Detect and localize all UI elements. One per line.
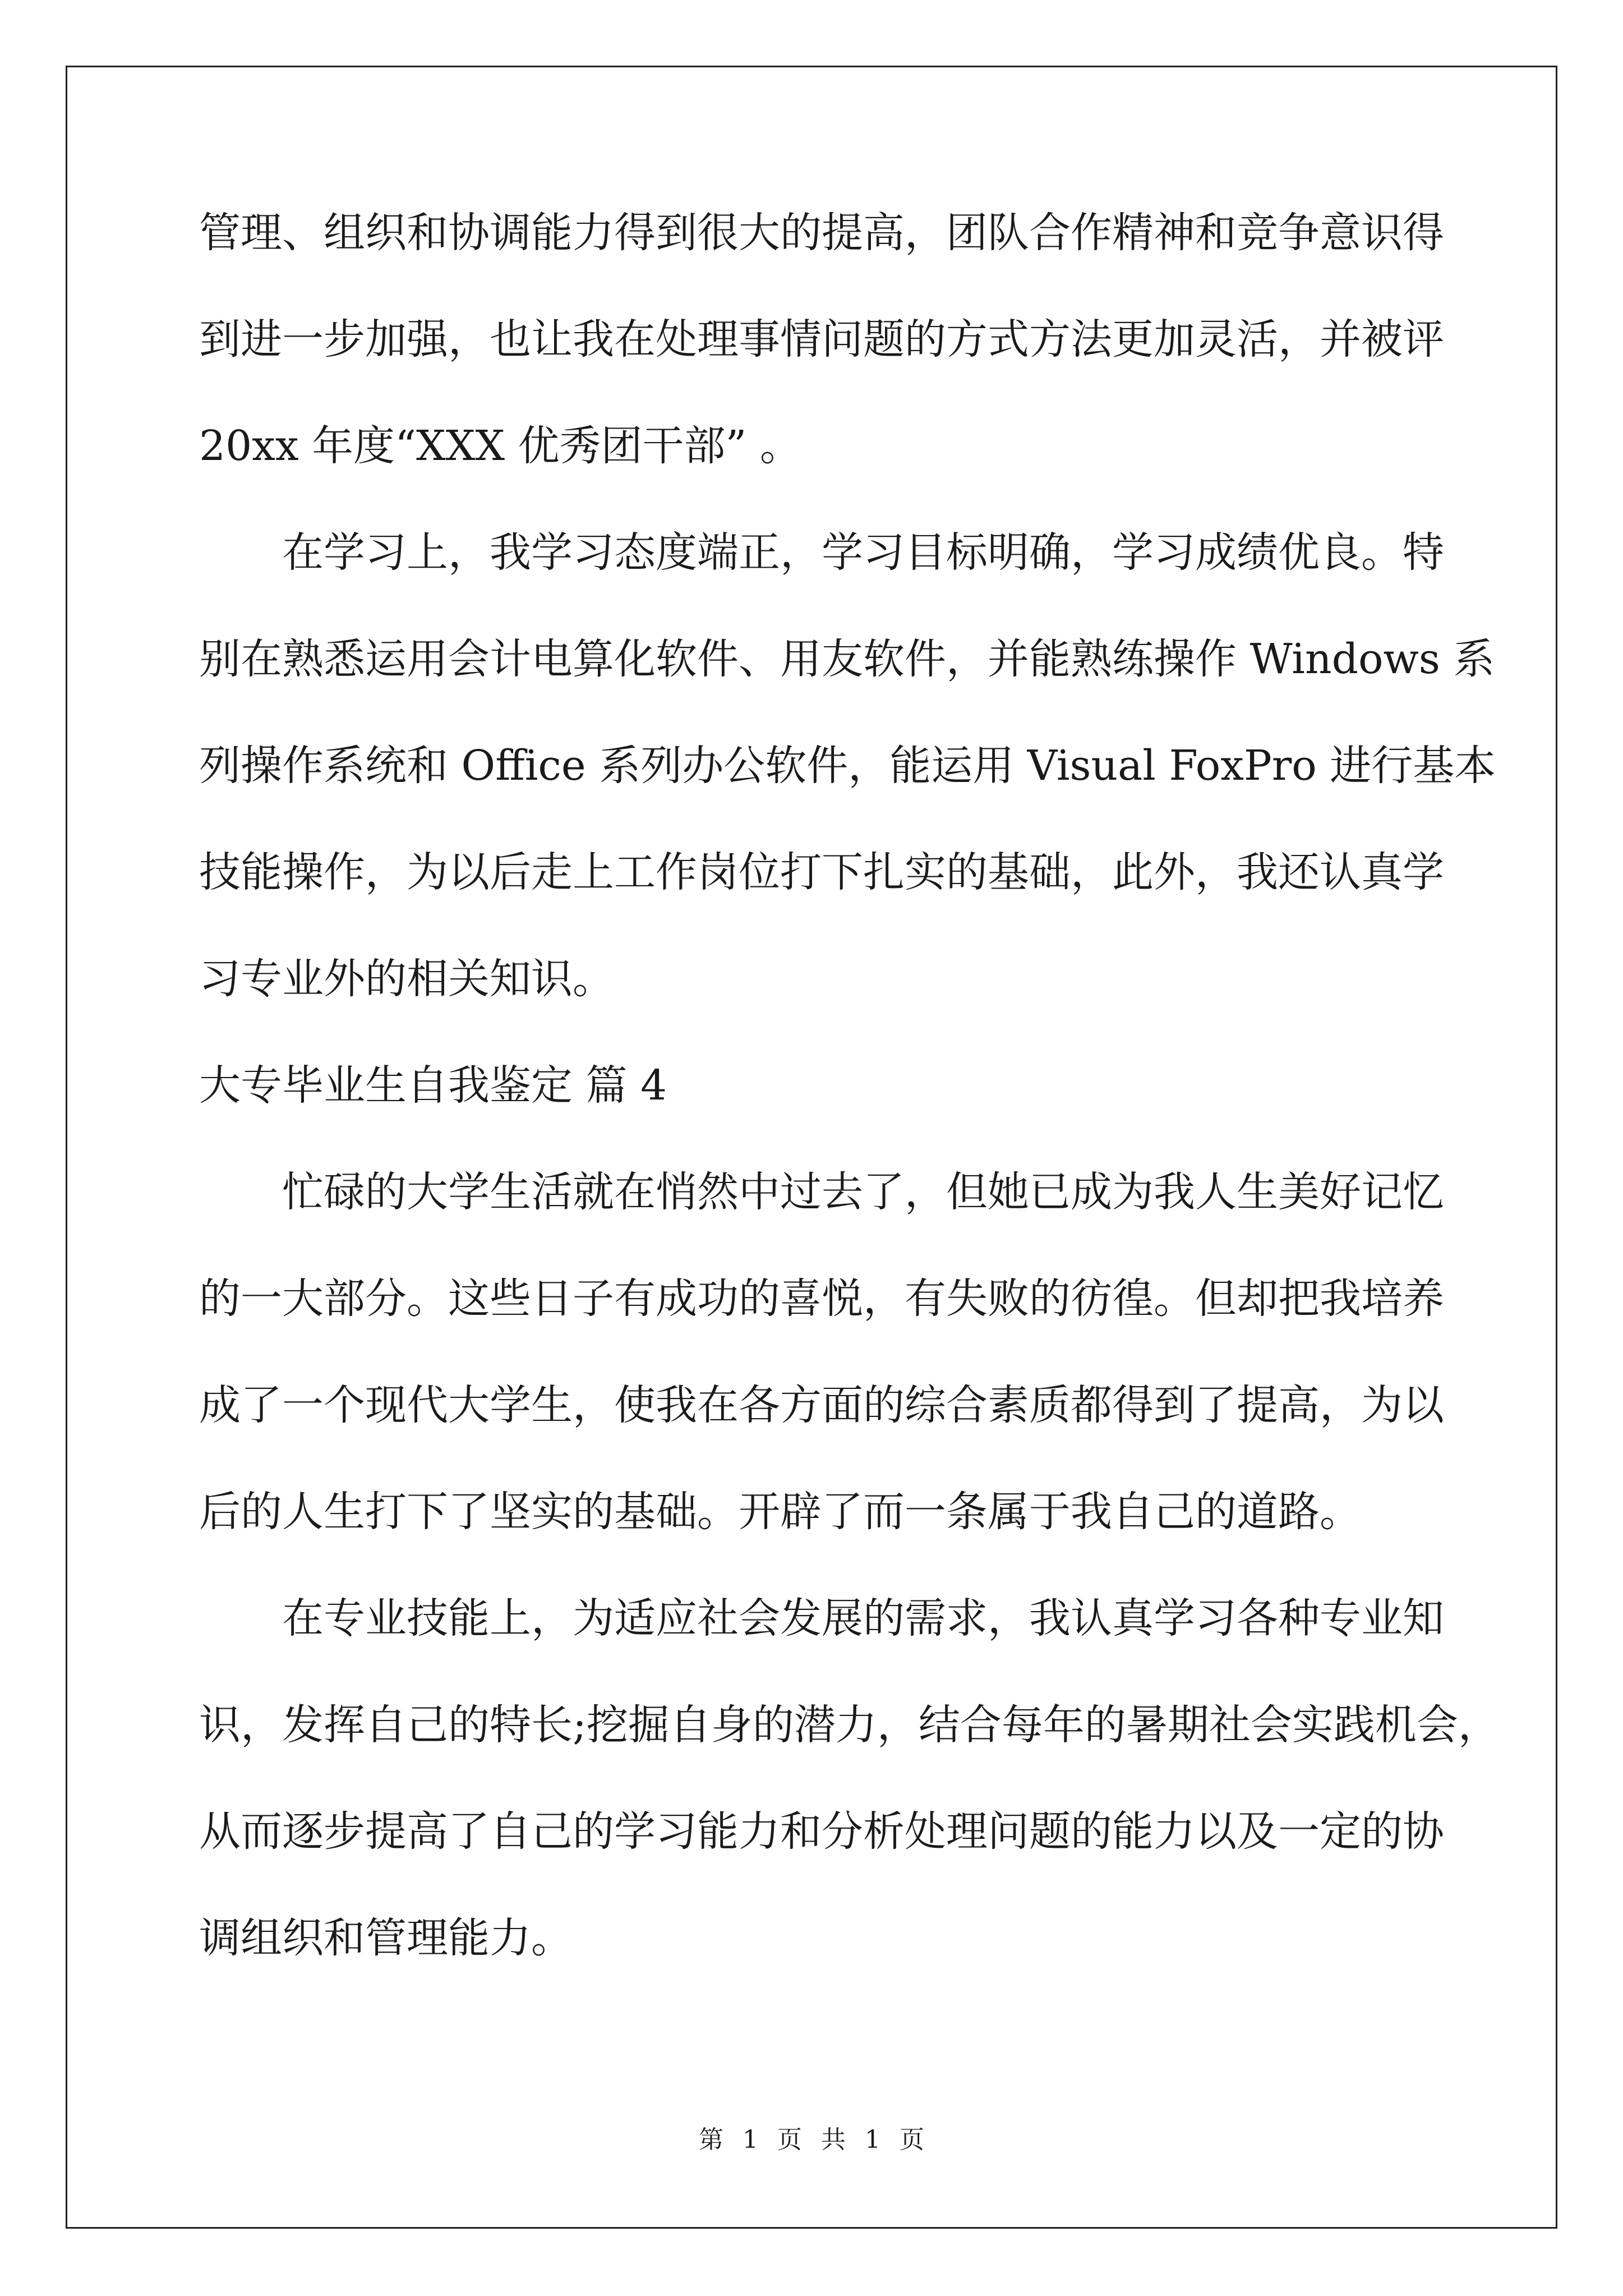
section-heading: 大专毕业生自我鉴定 篇 4 xyxy=(199,1061,667,1110)
page-border xyxy=(66,66,1557,2229)
body-line: 调组织和管理能力。 xyxy=(199,1914,573,1962)
body-line: 忙碌的大学生活就在悄然中过去了，但她已成为我人生美好记忆 xyxy=(282,1168,1444,1216)
body-line: 的一大部分。这些日子有成功的喜悦，有失败的彷徨。但却把我培养 xyxy=(199,1274,1444,1323)
body-line: 习专业外的相关知识。 xyxy=(199,955,614,1003)
body-line: 识，发挥自己的特长;挖掘自身的潜力，结合每年的暑期社会实践机会， xyxy=(199,1701,1500,1749)
body-line: 到进一步加强，也让我在处理事情问题的方式方法更加灵活，并被评 xyxy=(199,315,1444,364)
body-line: 20xx 年度“XXX 优秀团干部” 。 xyxy=(199,422,801,470)
body-line: 从而逐步提高了自己的学习能力和分析处理问题的能力以及一定的协 xyxy=(199,1807,1444,1856)
page-number-footer: 第 1 页 共 1 页 xyxy=(699,2125,924,2154)
body-line: 在专业技能上，为适应社会发展的需求，我认真学习各种专业知 xyxy=(282,1594,1444,1642)
body-line: 后的人生打下了坚实的基础。开辟了而一条属于我自己的道路。 xyxy=(199,1488,1361,1536)
body-line: 技能操作，为以后走上工作岗位打下扎实的基础，此外，我还认真学 xyxy=(199,848,1444,896)
body-line: 成了一个现代大学生，使我在各方面的综合素质都得到了提高，为以 xyxy=(199,1381,1444,1429)
body-line: 在学习上，我学习态度端正，学习目标明确，学习成绩优良。特 xyxy=(282,528,1444,577)
body-line: 列操作系统和 Office 系列办公软件，能运用 Visual FoxPro 进行基本 xyxy=(199,742,1496,790)
body-line: 别在熟悉运用会计电算化软件、用友软件，并能熟练操作 Windows 系 xyxy=(199,635,1495,683)
body-line: 管理、组织和协调能力得到很大的提高，团队合作精神和竞争意识得 xyxy=(199,209,1444,257)
